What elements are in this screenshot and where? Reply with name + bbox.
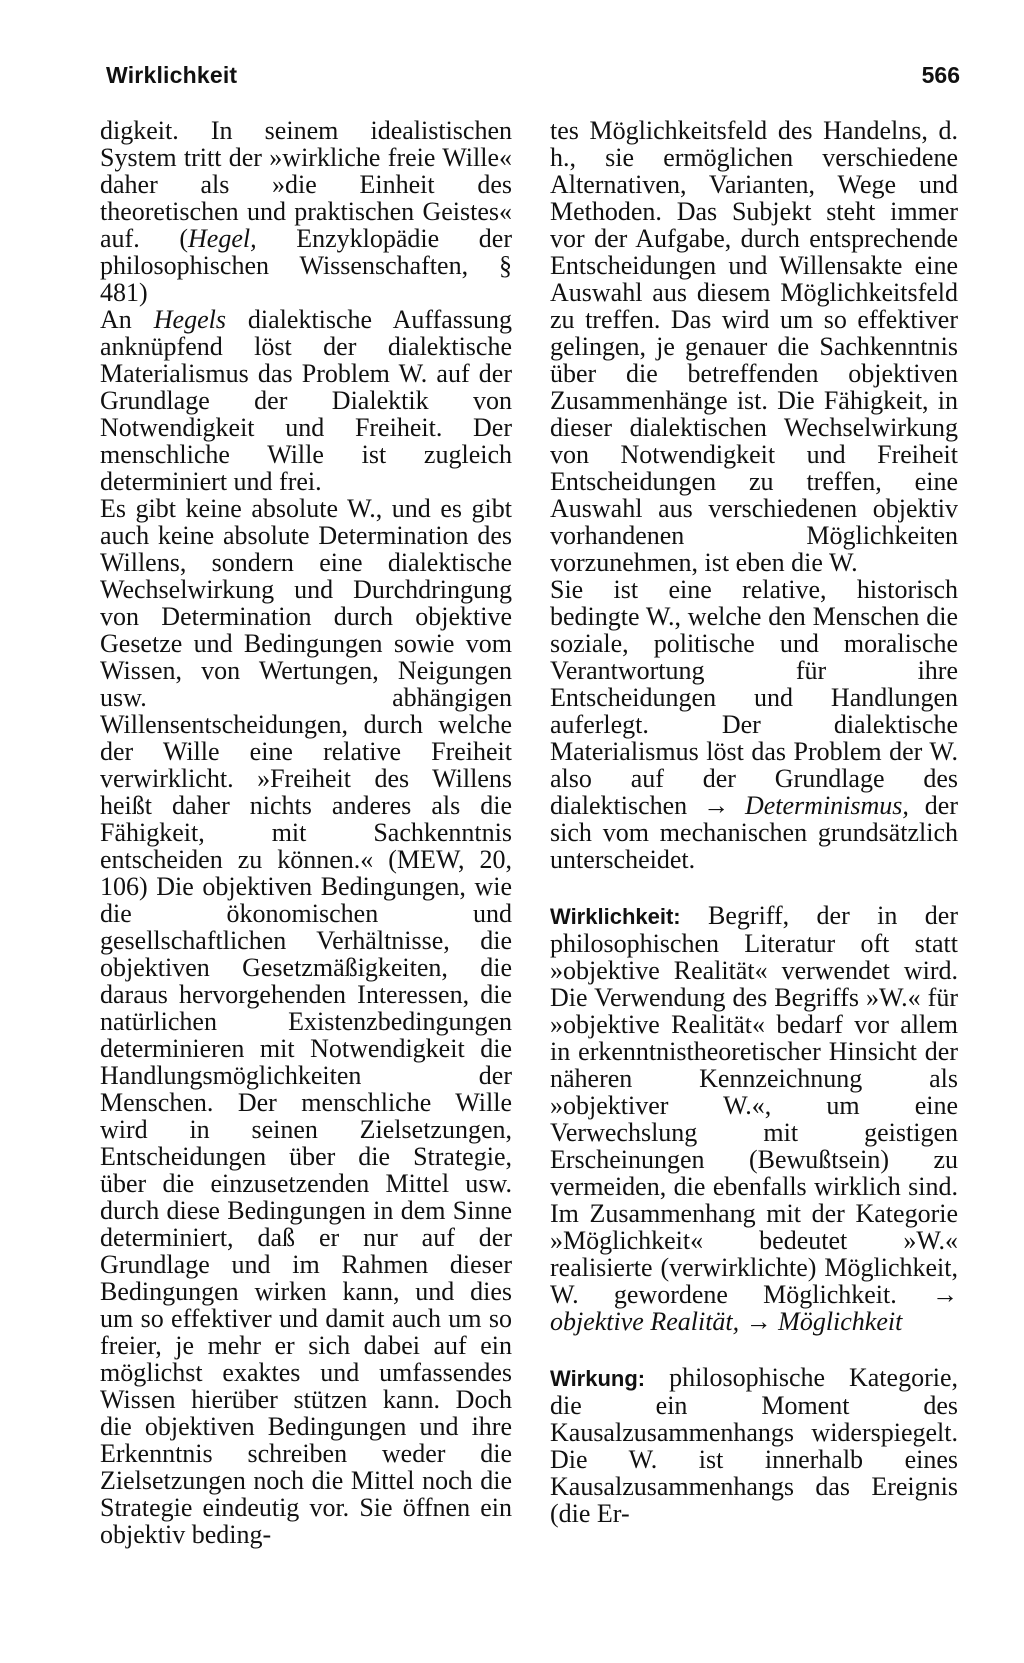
- entry-wirkung: [550, 1364, 958, 1527]
- text-run: philosophische Kategorie, die ein Moment des Kausalzusammenhangs widerspiegelt. Die W. ist innerhalb eines Kausalzusammenhangs das Ereignis (die Er-: [550, 1363, 958, 1528]
- text-run: Enzyklopädie der philosophischen Wissenschaften, § 481): [100, 224, 513, 307]
- cross-reference-arrow: →: [932, 1280, 958, 1309]
- text-run: der sich vom mechanischen grundsätzlich unterscheidet.: [550, 791, 958, 874]
- text-run: dialektische Auffassung anknüpfend löst der dialektische Materialismus das Problem W. auf der Grundlage der Dialektik von Notwendigkeit und Freiheit. Der menschliche Wille ist zugleich determiniert und frei.: [100, 305, 513, 496]
- running-head: Wirklichkeit: [106, 62, 238, 88]
- paragraph-continuation: tes Möglichkeitsfeld des Handelns, d. h., sie ermöglichen verschiedene Alternativen, Varianten, Wege und Methoden. Das Subjekt steht immer vor der Aufgabe, durch entsprechende Entscheidungen und Willensakte eine Auswahl aus diesem Möglichkeitsfeld zu treffen. Das wird um so effektiver gelingen, je genauer die Sachkenntnis über die betreffenden objektiven Zusammenhänge ist. Die Fähigkeit, in dieser dialektischen Wechselwirkung von Notwendigkeit und Freiheit Entscheidungen zu treffen, eine Auswahl aus verschiedenen objektiv vorhandenen Möglichkeiten vorzunehmen, ist eben die W.: [550, 116, 958, 577]
- text-run: digkeit. In seinem idealistischen System tritt der »wirkliche freie Wille« daher als »die Einheit des theoretischen und praktischen Geistes« auf. (: [100, 116, 512, 253]
- entry-wirklichkeit: [550, 902, 958, 1335]
- paragraph-relative-freedom: [550, 576, 958, 873]
- right-column: [550, 117, 958, 1527]
- paragraph-dialectic: [100, 306, 512, 495]
- headword-wirklichkeit: Wirklichkeit:: [550, 904, 681, 929]
- text-run: An: [100, 305, 154, 334]
- author-name: Hegel,: [188, 224, 257, 253]
- author-name: Hegels: [153, 305, 226, 334]
- paragraph-hegel-quote: [100, 117, 512, 306]
- text-run: Begriff, der in der philosophischen Literatur oft statt »objektive Realität« verwendet wird. Die Verwendung des Begriffs »W.« für »objektive Realität« bedarf vor allem in erkenntnistheoretischer Hinsicht der näheren Kennzeichnung als »objektiver W.«, um eine Verwechslung mit geistigen Erscheinungen (Bewußtsein) zu vermeiden, die ebenfalls wirklich sind. Im Zusammenhang mit der Kategorie »Möglichkeit« bedeutet »W.« realisierte (verwirklichte) Möglichkeit, W. gewordene Möglichkeit.: [550, 901, 958, 1309]
- page-number: 566: [921, 62, 960, 88]
- cross-reference-arrow: →: [745, 1307, 772, 1336]
- cross-reference-moeglichkeit[interactable]: Möglichkeit: [771, 1307, 903, 1336]
- paragraph-determination: Es gibt keine absolute W., und es gibt auch keine absolute Determination des Willens, sondern eine dialektische Wechselwirkung und Durchdringung von Determination durch objektive Gesetze und Bedingungen sowie vom Wissen, von Wertungen, Neigungen usw. abhängigen Willensentscheidungen, durch welche der Wille eine relative Freiheit verwirklicht. »Freiheit des Willens heißt daher nichts anderes als die Fähigkeit, mit Sachkenntnis entscheiden zu können.« (MEW, 20, 106) Die objektiven Bedingungen, wie die ökonomischen und gesellschaftlichen Verhältnisse, die objektiven Gesetzmäßigkeiten, die daraus hervorgehenden Interessen, die natürlichen Existenzbedingungen determinieren mit Notwendigkeit die Handlungsmöglichkeiten der Menschen. Der menschliche Wille wird in seinen Zielsetzungen, Entscheidungen über die Strategie, über die einzusetzenden Mittel usw. durch diese Bedingungen in dem Sinne determiniert, daß er nur auf der Grundlage und im Rahmen dieser Bedingungen wirken kann, und dies um so effektiver und damit auch um so freier, je mehr er sich dabei auf ein möglichst exaktes und umfassendes Wissen hierüber stützen kann. Doch die objektiven Bedingungen und ihre Erkenntnis schreiben weder die Zielsetzungen noch die Mittel noch die Strategie eindeutig vor. Sie öffnen ein objektiv beding-: [100, 494, 512, 1549]
- page-header: [106, 62, 960, 92]
- cross-reference-objektive-realitaet[interactable]: objektive Realität,: [550, 1307, 746, 1336]
- cross-reference-arrow: →: [703, 791, 730, 820]
- cross-reference-determinismus[interactable]: Determinismus,: [729, 791, 909, 820]
- text-run: Sie ist eine relative, historisch bedingte W., welche den Menschen die soziale, politische und moralische Verantwortung für ihre Entscheidungen und Handlungen auferlegt. Der dialektische Materialismus löst das Problem der W. also auf der Grundlage des dialektischen: [550, 575, 958, 820]
- left-column: [100, 117, 512, 1548]
- headword-wirkung: Wirkung:: [550, 1366, 646, 1391]
